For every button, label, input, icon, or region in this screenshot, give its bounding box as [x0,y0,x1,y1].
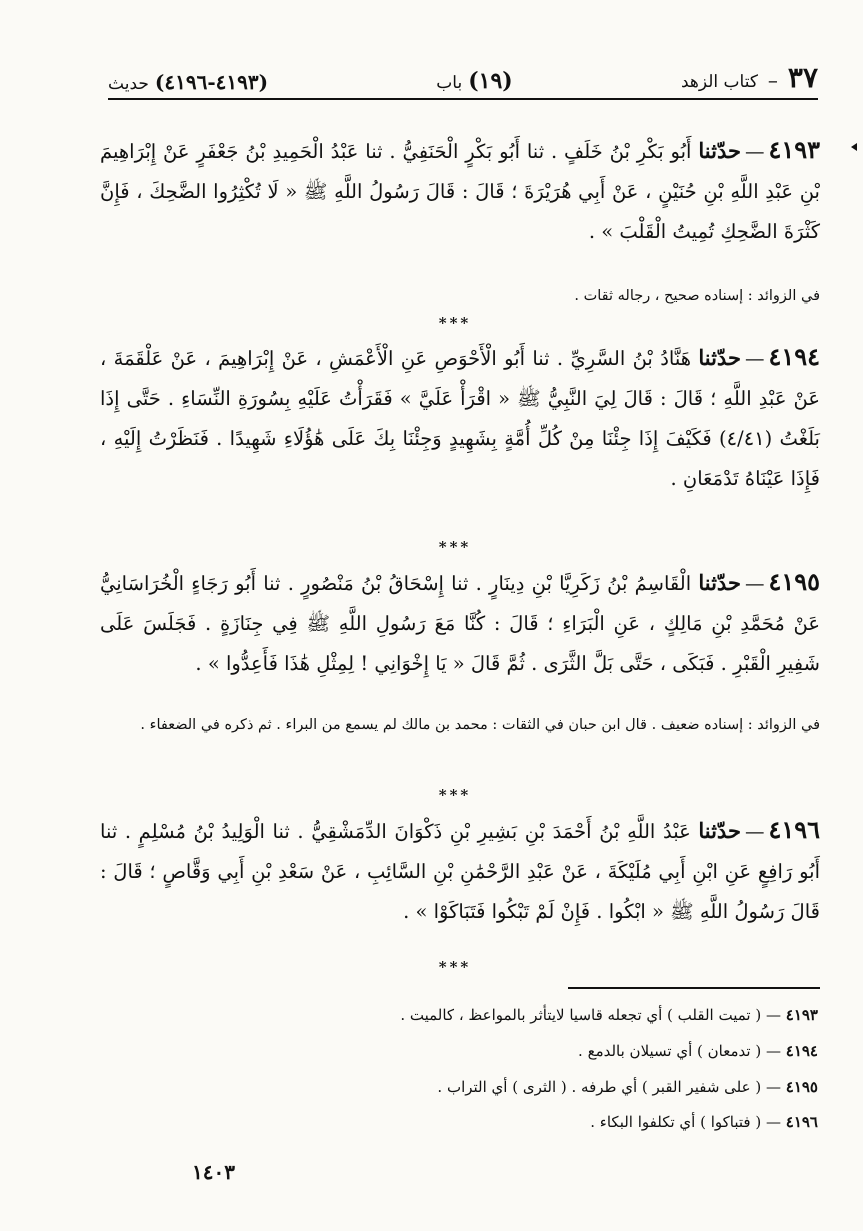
page-header [108,62,818,100]
footnote-number: ٤١٩٣ [785,1006,818,1024]
footnote-number: ٤١٩٤ [785,1042,818,1060]
section-separator: *** [438,538,472,556]
footnote-text: ( فتباكوا ) أي تكلفوا البكاء . [590,1113,762,1131]
hadith-number: ٤١٩٦ [768,815,820,844]
footnote-dash: — [765,1113,781,1131]
footnote-number: ٤١٩٥ [785,1078,818,1096]
footnote [118,1075,818,1099]
hadith-text: عَبْدُ اللَّهِ بْنُ أَحْمَدَ بْنِ بَشِيرِ بْنِ ذَكْوَانَ الدِّمَشْقِيُّ . ثنا الْوَلِيدُ بْنُ مُسْلِمٍ . ثنا أَبُو رَافِعٍ عَنِ ابْنِ أَبِي مُلَيْكَةَ ، عَنْ عَبْدِ الرَّحْمَٰنِ بْنِ السَّائِبِ ، عَنْ سَعْدِ بْنِ أَبِي وَقَّاصٍ ؛ قَالَ : قَالَ رَسُولُ اللَّهِ ﷺ « ابْكُوا . فَإِنْ لَمْ تَبْكُوا فَتَبَاكَوْا » . [100,820,820,923]
footnote-text: ( تدمعان ) أي تسيلان بالدمع . [578,1042,762,1060]
footnote [118,1110,818,1134]
zawaid-note: في الزوائد : إسناده صحيح ، رجاله ثقات . [574,288,820,304]
header-chapter-number: (١٩) [468,68,513,94]
hadith-number: ٤١٩٣ [768,135,821,164]
margin-arrow-icon [851,143,857,151]
hadith-block [100,562,820,684]
footnote-dash: — [765,1006,781,1024]
hadith-opening-word: حدّثنا [698,345,741,370]
header-page-number: ٣٧ [787,61,818,94]
header-book-info [681,61,818,98]
header-book-title: كتاب الزهد [680,72,758,92]
footnote-dash: — [765,1042,781,1060]
hadith-dash: — [744,140,765,163]
hadith-opening-word: حدّثنا [698,138,741,163]
hadith-number: ٤١٩٥ [768,567,820,596]
header-hadith-range [108,70,268,98]
section-separator: *** [438,314,472,332]
hadith-opening-word: حدّثنا [698,818,741,843]
hadith-number: ٤١٩٤ [768,342,820,371]
page-number: ١٤٠٣ [192,1160,235,1184]
header-chapter [436,68,512,98]
hadith-text: هَنَّادُ بْنُ السَّرِيِّ . ثنا أَبُو الْأَحْوَصِ عَنِ الْأَعْمَشِ ، عَنْ إِبْرَاهِيمَ ، عَنْ عَلْقَمَةَ ، عَنْ عَبْدِ اللَّهِ ؛ قَالَ : قَالَ لِيَ النَّبِيُّ ﷺ « اقْرَأْ عَلَيَّ » فَقَرَأْتُ عَلَيْهِ بِسُورَةِ النِّسَاءِ . حَتَّى إِذَا بَلَغْتُ (٤/٤١) فَكَيْفَ إِذَا جِئْنَا مِنْ كُلِّ أُمَّةٍ بِشَهِيدٍ وَجِئْنَا بِكَ عَلَى هَٰؤُلَاءِ شَهِيدًا . فَنَظَرْتُ إِلَيْهِ ، فَإِذَا عَيْنَاهُ تَدْمَعَانِ . [100,347,820,490]
hadith-text: أَبُو بَكْرِ بْنُ خَلَفٍ . ثنا أَبُو بَكْرٍ الْحَنَفِيُّ . ثنا عَبْدُ الْحَمِيدِ بْنُ جَعْفَرٍ عَنْ إِبْرَاهِيمَ بْنِ عَبْدِ اللَّهِ بْنِ حُنَيْنٍ ، عَنْ أَبِي هُرَيْرَةَ ؛ قَالَ : قَالَ رَسُولُ اللَّهِ ﷺ « لَا تُكْثِرُوا الضَّحِكَ ، فَإِنَّ كَثْرَةَ الضَّحِكِ تُمِيتُ الْقَلْبَ » . [100,140,820,243]
header-range-numbers: (٤١٩٣-٤١٩٦) [154,70,269,94]
hadith-text: الْقَاسِمُ بْنُ زَكَرِيَّا بْنِ دِينَارٍ . ثنا إِسْحَاقُ بْنُ مَنْصُورٍ . ثنا أَبُو رَجَاءٍ الْخُرَاسَانِيُّ عَنْ مُحَمَّدِ بْنِ مَالِكٍ ، عَنِ الْبَرَاءِ ؛ قَالَ : كُنَّا مَعَ رَسُولِ اللَّهِ ﷺ فِي جِنَازَةٍ . فَجَلَسَ عَلَى شَفِيرِ الْقَبْرِ . فَبَكَى ، حَتَّى بَلَّ الثَّرَى . ثُمَّ قَالَ « يَا إِخْوَانِي ! لِمِثْلِ هَٰذَا فَأَعِدُّوا » . [100,572,820,675]
hadith-dash: — [744,820,765,843]
footnote-number: ٤١٩٦ [785,1113,818,1131]
section-separator: *** [438,786,472,804]
footnote-dash: — [765,1078,781,1096]
zawaid-note: في الزوائد : إسناده ضعيف . قال ابن حبان في الثقات : محمد بن مالك لم يسمع من البراء . ثم ذكره في الضعفاء . [140,717,820,733]
hadith-block [100,810,820,932]
footnote-text: ( تميت القلب ) أي تجعله قاسيا لايتأثر بالمواعظ ، كالميت . [400,1006,762,1024]
footnote [118,1003,818,1027]
section-separator: *** [438,958,472,976]
hadith-dash: — [744,572,765,595]
hadith-dash: — [744,347,765,370]
header-dash: – [767,68,778,92]
footnote-divider [568,987,820,989]
header-chapter-label: باب [436,73,463,93]
header-hadith-label: حديث [108,74,149,94]
footnote-text: ( على شفير القبر ) أي طرفه . ( الثرى ) أي التراب . [437,1078,762,1096]
hadith-block [100,130,820,252]
footnote [118,1039,818,1063]
hadith-block [100,337,820,499]
hadith-opening-word: حدّثنا [698,570,741,595]
